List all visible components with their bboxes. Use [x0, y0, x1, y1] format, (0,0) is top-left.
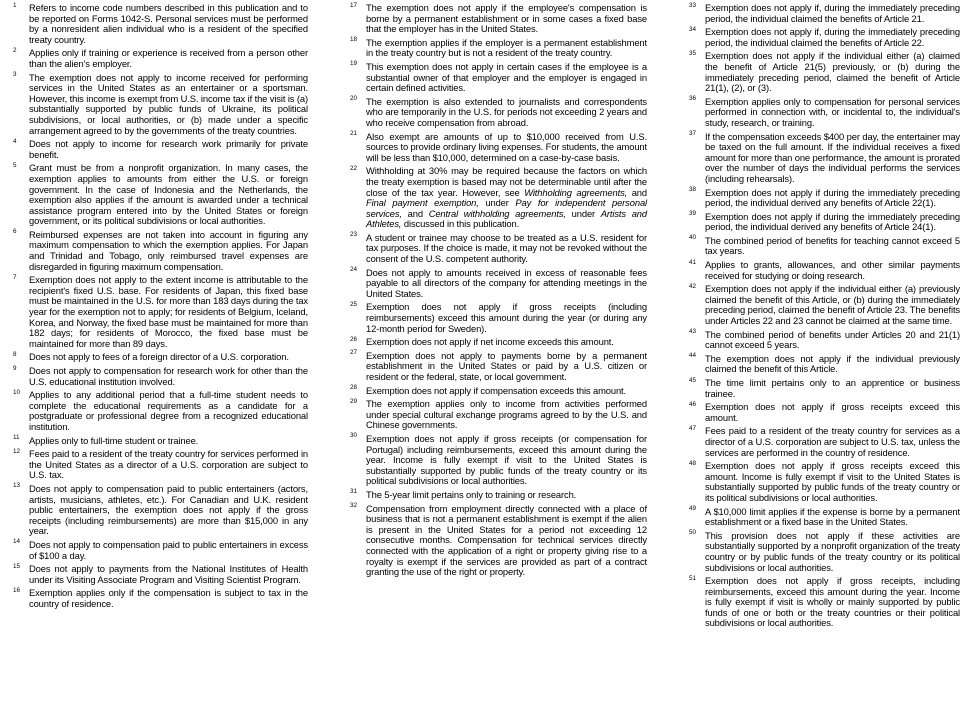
footnote-number: 29	[350, 397, 358, 405]
footnote-text: Does not apply to fees of a foreign director of a U.S. corporation.	[29, 351, 289, 363]
footnote-number: 42	[689, 282, 697, 290]
footnote-number: 7	[13, 273, 17, 281]
footnote-text: Exemption does not apply if compensation exceeds this amount.	[366, 384, 627, 396]
footnote-number: 36	[689, 95, 697, 103]
footnote-text: Applies only to full-time student or trainee.	[29, 434, 199, 446]
footnote	[686, 461, 960, 503]
footnote-text: Does not apply to income for research work primarily for private benefit.	[29, 138, 308, 160]
footnote-text: Exemption does not apply to payments borne by a permanent establishment in the United States or paid by a U.S. citizen or resident or the federal, state, or local government.	[366, 349, 647, 382]
footnote-text: Does not apply to payments from the National Institutes of Health under its Visiting Associate Program and Visiting Scientist Program.	[29, 563, 308, 585]
footnote-number: 26	[350, 335, 358, 343]
footnote-text: Does not apply to compensation paid to public entertainers in excess of $100 a day.	[29, 538, 308, 561]
footnote	[347, 337, 647, 348]
footnote-number: 35	[689, 49, 697, 57]
footnote	[10, 3, 308, 45]
footnote-number: 28	[350, 384, 358, 392]
footnote	[686, 330, 960, 351]
footnote-text: The exemption does not apply to income received for performing services in the United States as an entertainer or a sportsman. However, this income is exempt from U.S. income tax if the visit is (a) substantially supported by public funds of Ukraine, its political subdivisions, or local authorities, or (b) made under a specific arrangement agreed to by the governments of the treaty countries.	[29, 71, 308, 136]
footnote	[347, 490, 647, 501]
footnote-text: Exemption does not apply if during the immediately preceding period, the individual derived any benefits of Article 22(1).	[705, 186, 960, 209]
footnote	[10, 352, 308, 363]
footnote-number: 34	[689, 25, 697, 33]
footnote	[347, 504, 647, 578]
footnote-number: 45	[689, 376, 697, 384]
footnote-number: 25	[350, 300, 358, 308]
footnote	[347, 132, 647, 164]
footnote-number: 44	[689, 352, 697, 360]
footnote	[686, 97, 960, 129]
footnote-text: Exemption does not apply if gross receipts, including reimbursements, exceed this amount during the year. Income is fully exempt if visit is wholly or mainly supported by public funds of one or both or the treaty countries or their political subdivisions or local authorities.	[705, 575, 960, 629]
footnote-number: 39	[689, 210, 697, 218]
footnote-text: Fees paid to a resident of the treaty country for services performed in the United States as a director of a U.S. corporation are subject to U.S. tax.	[29, 448, 308, 481]
footnote-text: The exemption is also extended to journalists and correspondents who are temporarily in the U.S. for periods not exceeding 2 years and who receive compensation from abroad.	[366, 95, 647, 128]
footnote-number: 5	[13, 161, 17, 169]
footnote-text: The exemption applies if the employer is a permanent establishment in the treaty country but is not a resident of the treaty country.	[366, 36, 647, 59]
footnote	[347, 434, 647, 487]
footnote-number: 13	[13, 482, 21, 490]
footnote	[10, 139, 308, 160]
footnote-text: Reimbursed expenses are not taken into account in figuring any maximum compensation to which the exemption applies. For Japan and Trinidad and Tobago, only reimbursed travel expenses are disregarded in figuring maximum compensation.	[29, 228, 308, 272]
footnote-text: Exemption does not apply if gross receipts exceed this amount.	[705, 401, 960, 423]
footnote-number: 46	[689, 400, 697, 408]
footnote	[10, 275, 308, 349]
footnote	[347, 302, 647, 334]
footnote-text: Applies only if training or experience is received from a person other than the alien's employer.	[29, 47, 308, 69]
footnote-number: 30	[350, 432, 358, 440]
footnote	[10, 73, 308, 137]
footnote-text: Does not apply to compensation for research work for other than the U.S. educational institution involved.	[29, 365, 308, 387]
column-2	[347, 3, 647, 632]
footnote	[10, 588, 308, 609]
footnote	[686, 188, 960, 209]
footnote-number: 20	[350, 95, 358, 103]
footnote-text: Applies to grants, allowances, and other similar payments received for studying or doing research.	[705, 259, 960, 281]
footnote-text: Grant must be from a nonprofit organization. In many cases, the exemption applies to amounts from either the U.S. or foreign government. In the case of Indonesia and the Netherlands, the exemption also applies if the amount is awarded under a technical assistance program entered into by the United States or foreign government, or its political subdivisions or local authorities.	[29, 162, 308, 227]
footnote-number: 48	[689, 459, 697, 467]
footnote	[686, 212, 960, 233]
footnote	[686, 507, 960, 528]
footnote-text: Exemption does not apply if the individual either (a) previously claimed the benefit of this Article, or (b) during the immediately preceding period, claimed the benefit of Article 23. The benefits under Articles 22 and 23 cannot be claimed at the same time.	[705, 283, 960, 327]
footnote-text: The combined period of benefits under Articles 20 and 21(1) cannot exceed 5 years.	[705, 328, 960, 351]
footnote-number: 4	[13, 137, 17, 145]
footnote-text: If the compensation exceeds $400 per day, the entertainer may be taxed on the full amount. If the individual receives a fixed amount for more than one performance, the amount is prorated over the number of days the individual performs the services (including rehearsals).	[705, 130, 960, 184]
footnote-number: 6	[13, 228, 17, 236]
footnote	[347, 233, 647, 265]
footnote	[347, 351, 647, 383]
footnote-number: 16	[13, 586, 21, 594]
footnote-number: 8	[13, 350, 17, 358]
footnote-text: Exemption does not apply if gross receipts (including reimbursements) exceed this amount during the year (or during any 12-month period for Sweden).	[366, 301, 647, 334]
footnote-number: 9	[13, 364, 17, 372]
footnote	[347, 62, 647, 94]
footnote-number: 33	[689, 1, 697, 9]
footnote	[347, 97, 647, 129]
footnote-number: 15	[13, 562, 21, 570]
footnote-number: 19	[350, 60, 358, 68]
footnote-number: 21	[350, 130, 358, 138]
footnote-text: Applies to any additional period that a full-time student needs to complete the educational requirements as a candidate for a postgraduate or professional degree from a recognized educational institution.	[29, 389, 308, 432]
footnote-text: Exemption does not apply if the individual either (a) claimed the benefit of Article 21(5) previously, or (b) during the immediately preceding period, claimed the benefit of Article 21(1), (2), or (3).	[705, 50, 960, 94]
footnote-text: Exemption does not apply if during the immediately preceding period, the individual derived any benefits of Article 24(1).	[705, 210, 960, 233]
footnote	[10, 449, 308, 481]
footnote	[10, 163, 308, 227]
footnote-text: Exemption applies only to compensation for personal services performed in connection with, or incidental to, the individual's study, research, or training.	[705, 95, 960, 128]
footnote	[686, 3, 960, 24]
footnote	[10, 436, 308, 447]
footnote-number: 10	[13, 388, 21, 396]
footnote-number: 3	[13, 71, 17, 79]
footnote-text: Exemption applies only if the compensation is subject to tax in the country of residence.	[29, 587, 308, 609]
footnote-number: 43	[689, 328, 697, 336]
footnote-number: 50	[689, 529, 697, 537]
column-3	[686, 3, 960, 632]
footnote-text: Refers to income code numbers described in this publication and to be reported on Forms 1042-S. Personal services must be performed by a nonresident alien individual who is a resident of the specified treaty country.	[29, 2, 308, 45]
footnote	[686, 378, 960, 399]
footnote-number: 41	[689, 258, 697, 266]
footnote-number: 51	[689, 574, 697, 582]
footnote-number: 47	[689, 424, 697, 432]
footnote-text: Also exempt are amounts of up to $10,000 received from U.S. sources to provide ordinary living expenses. For students, the amount will be less than $10,000, determined on a case-by-case basis.	[366, 130, 647, 163]
footnote-number: 18	[350, 36, 358, 44]
footnote-number: 37	[689, 130, 697, 138]
footnote	[347, 399, 647, 431]
footnote-text: Exemption does not apply if net income exceeds this amount.	[366, 336, 614, 348]
footnote-text: Does not apply to amounts received in excess of reasonable fees payable to all directors of the company for attending meetings in the United States.	[366, 266, 647, 299]
footnote	[686, 426, 960, 458]
footnote-number: 38	[689, 186, 697, 193]
footnote	[10, 564, 308, 585]
footnote-number: 22	[350, 164, 358, 172]
footnote	[10, 48, 308, 69]
footnote-text: A student or trainee may choose to be treated as a U.S. resident for tax purposes. If the choice is made, it may not be revoked without the consent of the U.S. competent authority.	[366, 231, 647, 265]
footnote	[10, 540, 308, 561]
footnote-number: 17	[350, 1, 358, 9]
footnote	[347, 38, 647, 59]
footnote-number: 24	[350, 266, 358, 274]
footnote-number: 1	[13, 1, 17, 9]
footnote-number: 11	[13, 434, 20, 442]
footnote-number: 32	[350, 502, 358, 510]
footnote-text: Exemption does not apply if gross receipts exceed this amount. Income is fully exempt if visit to the United States is substantially supported by public funds of the treaty country or its political subdivisions or local authorities.	[705, 460, 960, 503]
footnote-text: The exemption applies only to income from activities performed under special cultural exchange programs agreed to by the U.S. and Chinese governments.	[366, 398, 647, 431]
footnote	[10, 230, 308, 272]
footnote	[686, 531, 960, 573]
footnote-text: The 5-year limit pertains only to training or research.	[366, 488, 577, 500]
footnote	[686, 236, 960, 257]
footnote-text: The exemption does not apply if the employee's compensation is borne by a permanent establishment or in some cases a fixed base that the employer has in the United States.	[366, 2, 647, 35]
footnote-number: 12	[13, 447, 21, 455]
footnote	[347, 268, 647, 300]
footnote	[686, 402, 960, 423]
footnote	[347, 386, 647, 397]
footnote-number: 14	[13, 538, 21, 546]
footnote-text: Fees paid to a resident of the treaty country for services as a director of a U.S. corporation are subject to U.S. tax, unless the services are performed in the country of residence.	[705, 425, 960, 458]
footnote-number: 31	[350, 488, 358, 496]
footnote-text: Exemption does not apply if, during the immediately preceding period, the individual claimed the benefits of Article 21.	[705, 2, 960, 24]
footnote-text: Exemption does not apply if gross receipts (or compensation for Portugal) including reimbursements, exceed this amount during the year. Income is fully exempt if visit to the United States is substantially supported by public funds of the treaty country or its political subdivisions or local authorities.	[366, 432, 647, 487]
footnote-number: 49	[689, 505, 697, 513]
footnote-text: The exemption does not apply if the individual previously claimed the benefit of this Article.	[705, 352, 960, 375]
footnote-number: 2	[13, 46, 17, 54]
footnote	[686, 576, 960, 629]
footnote	[686, 260, 960, 281]
footnote-number: 40	[689, 234, 697, 242]
footnote-text: A $10,000 limit applies if the expense is borne by a permanent establishment or a fixed base in the United States.	[705, 505, 960, 528]
footnote	[686, 132, 960, 185]
footnote-text: Compensation from employment directly connected with a place of business that is not a permanent establishment is exempt if the alien is present in the United States for a period not exceeding 12 consecutive months. Compensation for technical services directly connected with the application of a right or property giving rise to a royalty is exempt if the services are provided as part of a contract granting the use of the right or property.	[366, 502, 647, 578]
footnote-text: Exemption does not apply if, during the immediately preceding period, the individual claimed the benefits of Article 22.	[705, 26, 960, 48]
footnote	[686, 27, 960, 48]
footnote-text: This exemption does not apply in certain cases if the employee is a substantial owner of that employer and the employer is engaged in certain defined activities.	[366, 60, 647, 94]
footnote	[686, 51, 960, 93]
footnote-number: 23	[350, 231, 358, 239]
footnote	[10, 390, 308, 432]
column-1	[10, 3, 308, 632]
footnote	[10, 366, 308, 387]
footnote-text: The combined period of benefits for teaching cannot exceed 5 tax years.	[705, 234, 960, 257]
footnote-text: Withholding at 30% may be required because the factors on which the treaty exemption is based may not be determinable until after the close of the tax year. However, see Withholding agreements, and Final payment exemption, under Pay for independent personal services, and Central withholding agreements, under Artists and Athletes, discussed in this publication.	[366, 165, 647, 230]
footnote	[686, 284, 960, 326]
footnote-text: The time limit pertains only to an apprentice or business trainee.	[705, 377, 960, 399]
footnote-text: This provision does not apply if these activities are substantially supported by a nonprofit organization of the treaty country or by public funds of the treaty country or its political subdivisions or local authorities.	[705, 529, 960, 573]
footnote	[686, 354, 960, 375]
footnote-text: Does not apply to compensation paid to public entertainers (actors, artists, musicians, athletes, etc.). For Canadian and U.K. resident public entertainers, the exemption does not apply if the gross receipts (including reimbursements) are more than $15,000 in any year.	[29, 482, 308, 537]
footnote	[347, 166, 647, 230]
footnote	[347, 3, 647, 35]
footnote-number: 27	[350, 349, 358, 357]
footnote-text: Exemption does not apply to the extent income is attributable to the recipient's fixed U.S. base. For residents of Japan, this fixed base must be maintained in the U.S. for more than 183 days during the tax year for the exemption not to apply; for residents of Belgium, Iceland, Korea, and Norway, the fixed base must be maintained for more than 182 days; for residents of Morocco, the fixed base must be maintained for more than 89 days.	[29, 274, 308, 349]
footnote	[10, 484, 308, 537]
